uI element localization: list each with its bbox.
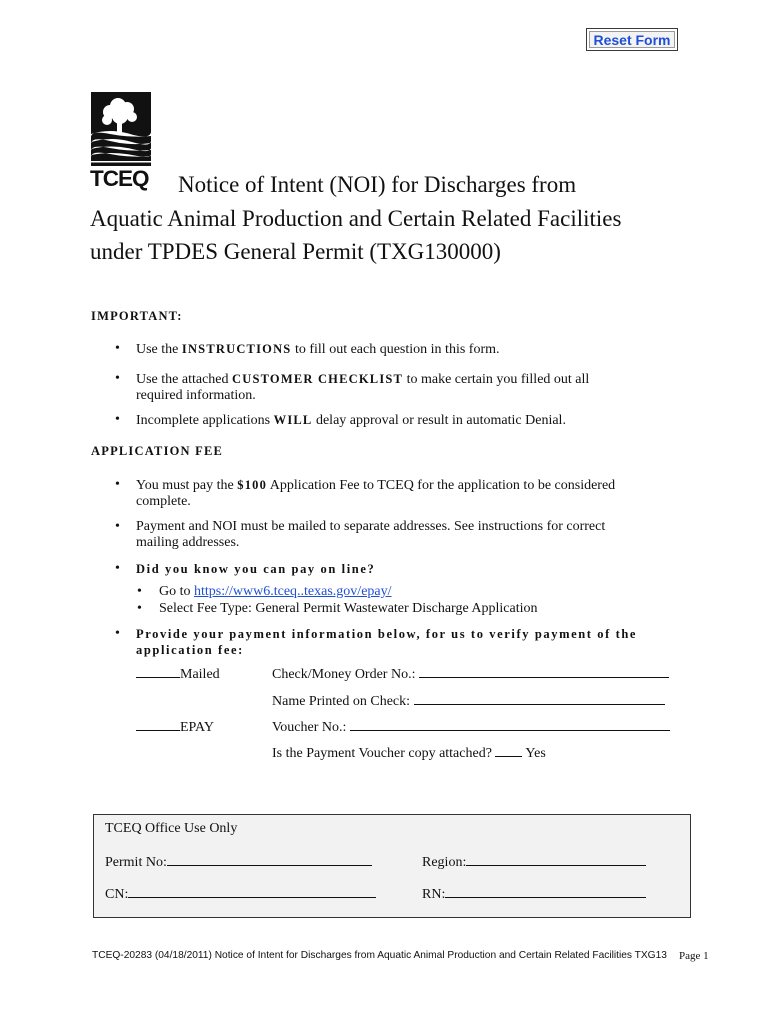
fee-item-2: Payment and NOI must be mailed to separate addresses. See instructions for correct mailing addresses.	[136, 519, 606, 550]
permit-no-field[interactable]	[167, 853, 372, 866]
important-item-2: Use the attached CUSTOMER CHECKLIST to make certain you filled out all required information.	[136, 372, 590, 403]
tceq-logo-text: TCEQ	[90, 166, 149, 191]
bullet-icon: •	[115, 412, 120, 427]
check-number-field[interactable]	[419, 665, 669, 678]
voucher-attached-row: Is the Payment Voucher copy attached? Yes	[272, 746, 546, 761]
fee-item-3: Did you know you can pay on line?	[136, 562, 376, 576]
fee-item-4: Provide your payment information below, for us to verify payment of the application fee:	[136, 627, 638, 657]
fee-sub-item-2: Select Fee Type: General Permit Wastewater Discharge Application	[159, 601, 538, 616]
title-line-2: Aquatic Animal Production and Certain Related Facilities	[90, 205, 622, 231]
office-use-box	[93, 814, 691, 918]
check-number-row: Check/Money Order No.:	[272, 665, 669, 683]
reset-form-label: Reset Form	[589, 31, 675, 48]
reset-form-button[interactable]	[586, 28, 678, 51]
important-item-3: Incomplete applications WILL delay approval or result in automatic Denial.	[136, 413, 566, 428]
cn-row: CN:	[105, 885, 376, 903]
application-fee-heading: APPLICATION FEE	[91, 444, 224, 458]
title-line-3: under TPDES General Permit (TXG130000)	[90, 239, 501, 264]
footer-text: TCEQ-20283 (04/18/2011) Notice of Intent for Discharges from Aquatic Animal Production and Certain Related Facilities TXG13	[92, 950, 667, 961]
permit-no-row: Permit No:	[105, 853, 372, 871]
bullet-icon: •	[137, 584, 142, 599]
voucher-row: Voucher No.:	[272, 718, 670, 736]
rn-row: RN:	[422, 885, 646, 903]
cn-field[interactable]	[128, 885, 376, 898]
bullet-icon: •	[115, 371, 120, 386]
mailed-blank[interactable]	[136, 665, 180, 678]
voucher-attached-field[interactable]	[495, 744, 522, 757]
bullet-icon: •	[115, 626, 120, 641]
office-use-title: TCEQ Office Use Only	[105, 821, 238, 836]
fee-item-1: You must pay the $100 Application Fee to TCEQ for the application to be considered complete.	[136, 478, 616, 509]
name-on-check-field[interactable]	[414, 692, 665, 705]
epay-link[interactable]: https://www6.tceq..texas.gov/epay/	[194, 584, 392, 599]
name-on-check-row: Name Printed on Check:	[272, 692, 665, 710]
bullet-icon: •	[115, 477, 120, 492]
region-row: Region:	[422, 853, 646, 871]
bullet-icon: •	[137, 601, 142, 616]
region-field[interactable]	[466, 853, 646, 866]
rn-field[interactable]	[445, 885, 646, 898]
bullet-icon: •	[115, 519, 120, 534]
fee-sub-item-1: Go to https://www6.tceq..texas.gov/epay/	[159, 584, 392, 599]
voucher-number-field[interactable]	[350, 718, 670, 731]
page-footer	[92, 950, 712, 961]
page-title	[90, 168, 710, 269]
title-line-1: Notice of Intent (NOI) for Discharges from	[178, 172, 577, 197]
mailed-row: Mailed	[136, 665, 220, 683]
epay-blank[interactable]	[136, 718, 180, 731]
bullet-icon: •	[115, 341, 120, 356]
bullet-icon: •	[115, 561, 120, 576]
epay-row: EPAY	[136, 718, 214, 736]
important-heading: IMPORTANT:	[91, 309, 183, 323]
page-number: Page 1	[679, 950, 709, 962]
important-item-1: Use the INSTRUCTIONS to fill out each question in this form.	[136, 342, 500, 357]
